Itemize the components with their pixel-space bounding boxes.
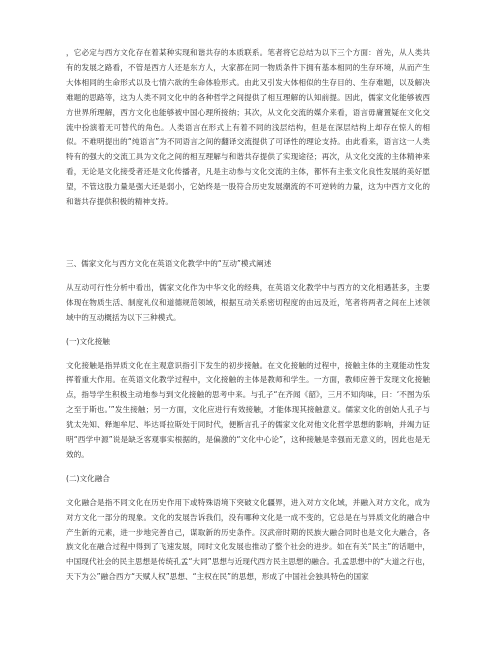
subheading-spacer bbox=[66, 487, 430, 496]
document-body bbox=[66, 46, 430, 585]
section-spacer bbox=[66, 210, 430, 257]
heading-spacer bbox=[66, 272, 430, 281]
subheading-spacer bbox=[66, 463, 430, 472]
subheading-spacer bbox=[66, 326, 430, 335]
subheading-cultural-contact: (一)文化接触 bbox=[66, 336, 110, 346]
subheading-cultural-fusion: (二)文化融合 bbox=[66, 473, 110, 483]
section-heading-interaction-model: 三、儒家文化与西方文化在英语文化教学中的“互动”模式阐述 bbox=[66, 258, 272, 268]
paragraph-cultural-contact: 文化接触是指异质文化在主观意识指引下发生的初步接触。在文化接触的过程中，接触主体的主观能动性发挥着重大作用。在英语文化教学过程中，文化接触的主体是教师和学生。一方面，教师应善于发现文化接触点，指导学生积极主动地参与到文化接触的思考中来。与孔子“在齐闻《韶》，三月不知肉味，曰：‘不图为乐之至于斯也。’”发生接触；另一方面，文化应进行有效接触，才能体现其接触意义。儒家文化的创始人孔子与犹太先知、释迦牟尼、毕达哥拉斯处于同时代，便断言孔子的儒家文化对他文化哲学思想的影响，并竭力证明“西学中源”说是缺乏客观事实根据的，是偏激的“文化中心论”，这种接触是幸强而无意义的，因此也是无效的。 bbox=[66, 360, 430, 459]
subheading-spacer bbox=[66, 350, 430, 359]
paragraph-harmonious-coexistence: ，它必定与西方文化存在着某种实现和谐共存的本质联系。笔者将它总结为以下三个方面：首先，从人类共有的发展之路看，不管是西方人还是东方人，大家都在同一物质条件下拥有基本相同的生存环境，从而产生大体相同的生命形式以及七情六欲的生命体验形式。由此又引发大体相似的生存目的、生存难题，以及解决难题的思路等，这为人类不同文化中的各种哲学之间提供了相互理解的认知前提。因此，儒家文化能够被西方世界所理解，西方文化也能够被中国心理所接纳；其次，从文化交流的媒介来看，语言毋庸置疑在文化交流中扮演着无可替代的角色。人类语言在形式上有着不同的浅层结构，但是在深层结构上却存在惊人的相似。不难明提出的“纯语言”为不同语言之间的翻译交流提供了可译性的理论支持。由此看来，语言这一人类特有的强大的交流工具为文化之间的相互理解与和谐共存提供了实现途径；再次，从文化交流的主体精神来看，无论是文化接受者还是文化传播者，凡是主动参与文化交流的主体，都怀有主张文化良性发展的美好愿望，不管这股力量是强大还是弱小，它始终是一股符合历史发展潮流的不可逆转的力量，这为中西方文化的和谐共存提供积极的精神支持。 bbox=[66, 48, 430, 207]
paragraph-interaction-overview: 从互动可行性分析中看出，儒家文化作为中华文化的经典，在英语文化教学中与西方的文化相遇甚多，主要体现在物质生活、制度礼仪和道德规范领域，根据互动关系密切程度的由远及近，笔者将两者之间在上述领域中的互动概括为以下三种模式。 bbox=[66, 282, 430, 322]
paragraph-cultural-fusion: 文化融合是指不同文化在历史作用下或特殊语境下突破文化疆界，进入对方文化域，并融入对方文化，成为对方文化一部分的现象。文化的发展告诉我们，没有哪种文化是一成不变的，它总是在与异质文化的融合中产生新的元素，进一步地完善自己，谋取新的历史条件。汉武帝时期的民族大融合同时也是文化大融合，各族文化在融合过程中得到了飞速发展，同时文化发展也推动了整个社会的进步。如在有关“民主”的话题中，中国现代社会的民主思想是传统孔孟“大同”思想与近现代西方民主思想的融合。孔孟思想中的“大道之行也，天下为公”融合西方“天赋人权”思想、“主权在民”的思想，形成了中国社会独具特色的国家 bbox=[66, 497, 430, 582]
